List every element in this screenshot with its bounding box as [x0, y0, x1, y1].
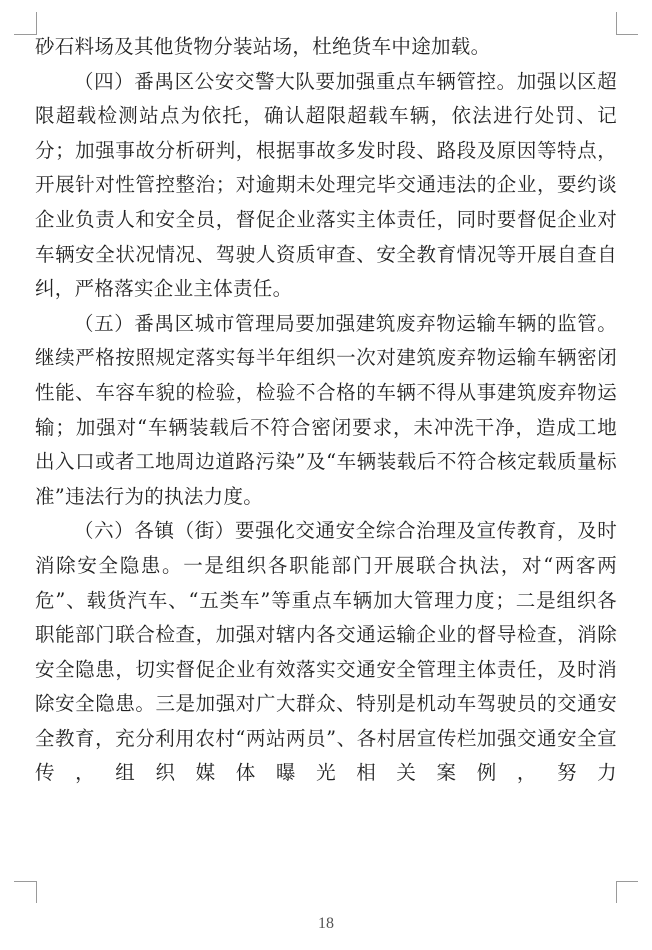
crop-mark-bottom-right: [616, 881, 638, 882]
paragraph-item-6: （六）各镇（街）要强化交通安全综合治理及宣传教育，及时消除安全隐患。一是组织各职能部门开展联合执法，对“两客两危”、载货汽车、“五类车”等重点车辆加大管理力度；二是组织各职能部门联合检查，加强对辖内各交通运输企业的督导检查，消除安全隐患，切实督促企业有效落实交通安全管理主体责任，及时消除安全隐患。三是加强对广大群众、特别是机动车驾驶员的交通安全教育，充分利用农村“两站两员”、各村居宣传栏加强交通安全宣传，组织媒体曝光相关案例，努力: [35, 519, 617, 785]
crop-mark-bottom-left: [36, 881, 37, 903]
paragraph-item-4: （四）番禺区公安交警大队要加强重点车辆管控。加强以区超限超载检测站点为依托，确认超限超载车辆，依法进行处罚、记分；加强事故分析研判，根据事故多发时段、路段及原因等特点，开展针对性管控整治；对逾期未处理完毕交通违法的企业，要约谈企业负责人和安全员，督促企业落实主体责任，同时要督促企业对车辆安全状况情况、驾驶人资质审查、安全教育情况等开展自查自纠，严格落实企业主体责任。: [35, 69, 617, 301]
crop-mark-top-right: [616, 34, 638, 35]
paragraph-item-5: （五）番禺区城市管理局要加强建筑废弃物运输车辆的监管。继续严格按照规定落实每半年组织一次对建筑废弃物运输车辆密闭性能、车容车貌的检验，检验不合格的车辆不得从事建筑废弃物运输；加强对“车辆装载后不符合密闭要求，未冲洗干净，造成工地出入口或者工地周边道路污染”及“车辆装载后不符合核定载质量标准”违法行为的执法力度。: [35, 311, 617, 508]
page-number: 18: [318, 915, 334, 932]
crop-mark-top-left: [14, 34, 36, 35]
document-body: [35, 30, 617, 791]
paragraph-continuation: 砂石料场及其他货物分装站场，杜绝货车中途加载。: [35, 35, 491, 58]
crop-mark-bottom-left: [14, 881, 36, 882]
crop-mark-bottom-right: [616, 881, 617, 903]
